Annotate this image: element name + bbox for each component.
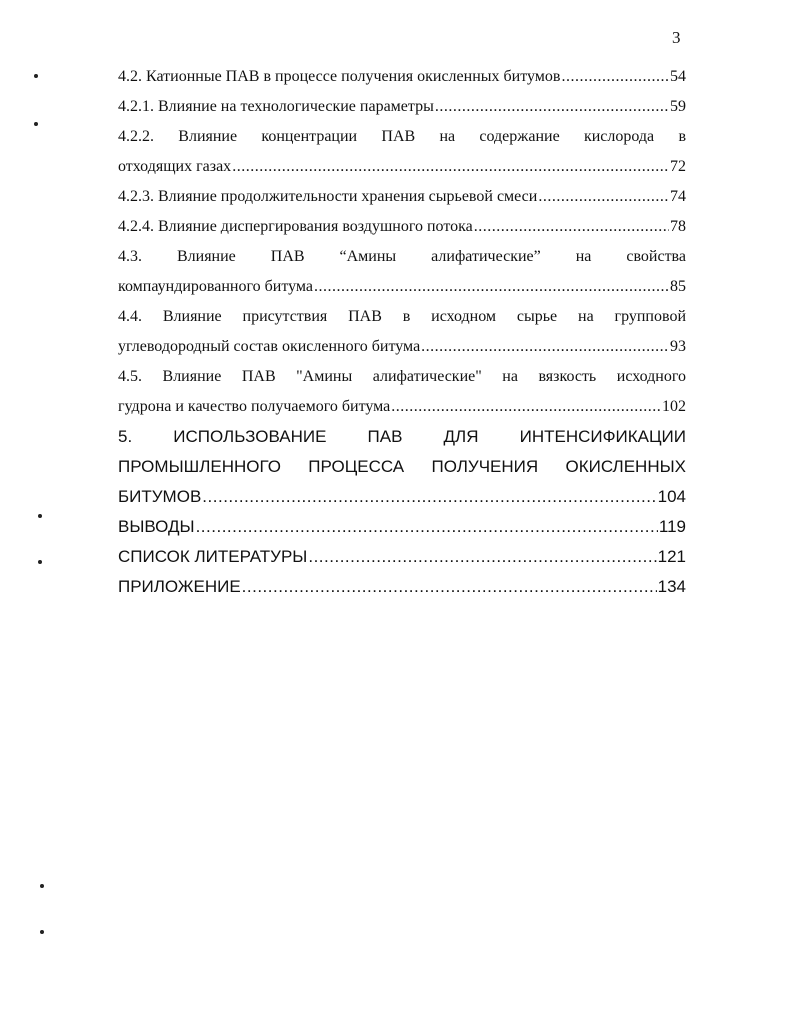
toc-page-number: 54 [670, 68, 686, 85]
toc-entry-references [118, 542, 686, 572]
toc-entry-4-2-2 [118, 122, 686, 182]
toc-entry-title-line-2: ПРОМЫШЛЕННОГО ПРОЦЕССА ПОЛУЧЕНИЯ ОКИСЛЕННЫХ [118, 457, 686, 476]
margin-bullet-4 [38, 560, 42, 564]
leader-dots [435, 92, 669, 122]
toc-page-number: 104 [657, 487, 686, 506]
toc-entry-appendix [118, 572, 686, 602]
toc-page-number: 121 [657, 547, 686, 566]
leader-dots [538, 182, 669, 212]
toc-entry-5 [118, 422, 686, 512]
toc-entry-4-5 [118, 362, 686, 422]
toc-entry-title: СПИСОК ЛИТЕРАТУРЫ [118, 547, 308, 566]
margin-bullet-6 [40, 930, 44, 934]
toc-entry-title: 4.2.4. Влияние диспергирования воздушного потока [118, 218, 473, 235]
toc-page-number: 85 [670, 278, 686, 295]
leader-dots [196, 512, 658, 542]
leader-dots [474, 212, 669, 242]
leader-dots [202, 482, 656, 512]
leader-dots [314, 272, 669, 302]
toc-entry-title-line-2: гудрона и качество получаемого битума [118, 398, 391, 415]
leader-dots [561, 62, 669, 92]
margin-bullet-3 [38, 514, 42, 518]
leader-dots [232, 152, 669, 182]
toc-entry-title-line-1: 5. ИСПОЛЬЗОВАНИЕ ПАВ ДЛЯ ИНТЕНСИФИКАЦИИ [118, 427, 686, 446]
toc-page-number: 102 [662, 398, 686, 415]
toc-entry-title-line-2: отходящих газах [118, 158, 232, 175]
margin-bullet-1 [34, 74, 38, 78]
toc-entry-title-line-3: БИТУМОВ [118, 487, 202, 506]
toc-entry-title: 4.2. Катионные ПАВ в процессе получения окисленных битумов [118, 68, 561, 85]
toc-page-number: 59 [670, 98, 686, 115]
leader-dots [242, 572, 657, 602]
toc-page-number: 72 [670, 158, 686, 175]
margin-bullet-5 [40, 884, 44, 888]
toc-entry-4-2-4 [118, 212, 686, 242]
toc-entry-4-2-3 [118, 182, 686, 212]
toc-entry-title: 4.2.3. Влияние продолжительности хранения сырьевой смеси [118, 188, 538, 205]
leader-dots [391, 392, 661, 422]
toc-page-number: 134 [657, 577, 686, 596]
toc-page-number: 78 [670, 218, 686, 235]
toc-entry-4-2-1 [118, 92, 686, 122]
page-number: 3 [672, 28, 681, 47]
toc-entry-conclusions [118, 512, 686, 542]
toc-entry-title: 4.2.1. Влияние на технологические параметры [118, 98, 434, 115]
margin-bullet-2 [34, 122, 38, 126]
toc-entry-4-4 [118, 302, 686, 362]
toc-page-number: 119 [658, 517, 686, 536]
toc-entry-title-line-2: углеводородный состав окисленного битума [118, 338, 421, 355]
toc-entry-4-2 [118, 62, 686, 92]
toc-entry-title-line-1: 4.3. Влияние ПАВ “Амины алифатические” на свойства [118, 248, 686, 265]
toc-entry-title: ПРИЛОЖЕНИЕ [118, 577, 241, 596]
table-of-contents [118, 62, 686, 602]
leader-dots [421, 332, 669, 362]
toc-entry-title-line-2: компаундированного битума [118, 278, 314, 295]
toc-entry-title-line-1: 4.5. Влияние ПАВ "Амины алифатические" на вязкость исходного [118, 368, 686, 385]
toc-page-number: 74 [670, 188, 686, 205]
toc-entry-title: ВЫВОДЫ [118, 517, 195, 536]
toc-entry-title-line-1: 4.4. Влияние присутствия ПАВ в исходном сырье на групповой [118, 308, 686, 325]
toc-entry-title-line-1: 4.2.2. Влияние концентрации ПАВ на содержание кислорода в [118, 128, 686, 145]
toc-entry-4-3 [118, 242, 686, 302]
leader-dots [308, 542, 656, 572]
toc-page-number: 93 [670, 338, 686, 355]
